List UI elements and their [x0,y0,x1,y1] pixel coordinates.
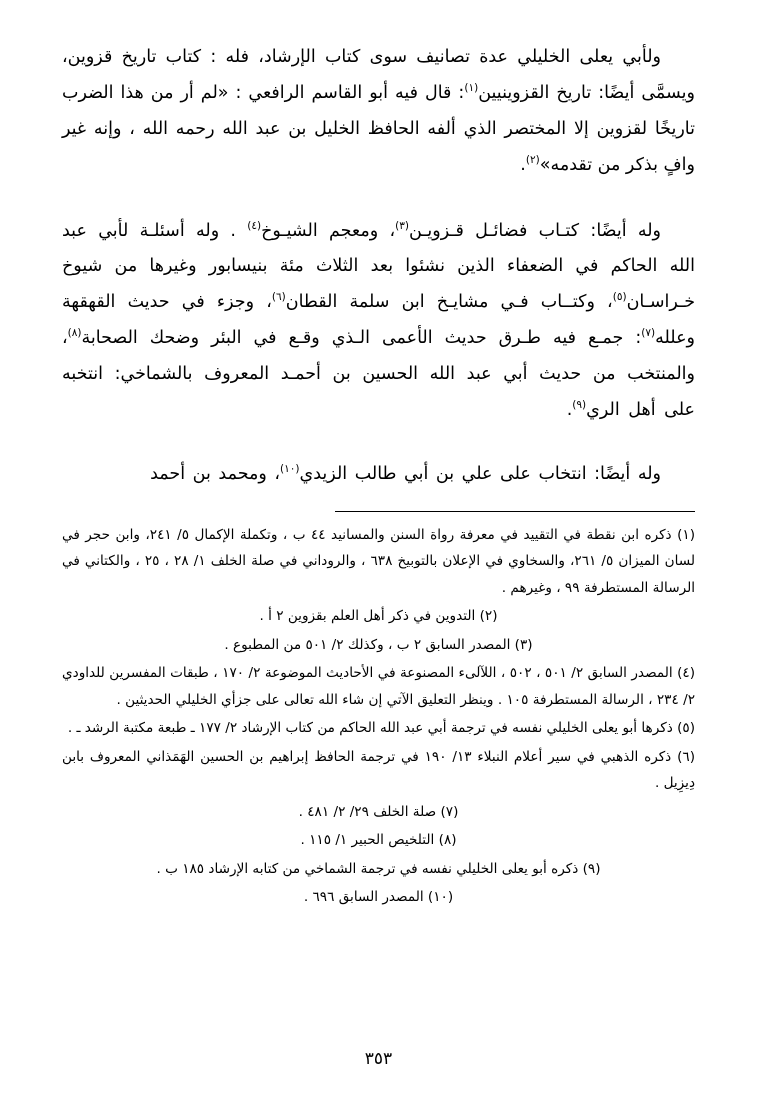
footnote-ref-8: (٨) [67,327,82,340]
paragraph-2-text-c: . وله أسئلـة لأبي عبد الله الحاكم في الضعفاء الذين نشئوا بعد الثلاث مئة بنيسابور وغيرها من شيوخ خـراسـان [62,220,696,313]
paragraph-2-text-h: . [566,399,573,420]
footnote-8: (٨) التلخيص الحبير ١/ ١١٥ . [300,832,457,849]
footnote-6: (٦) ذكره الذهبي في سير أعلام النبلاء ١٣/ ١٩٠ في ترجمة الحافظ إبراهيم بن الحسين الهَمَذاني المعروف بابن دِيزِيل . [62,748,695,792]
paragraph-2-text-e: ، وجزء في حديث القهقهة وعلله [62,292,695,349]
footnote-separator-rule [335,511,695,512]
paragraph-1-text-a: ولأبي يعلى الخليلي عدة تصانيف سوى كتاب الإرشاد، فله : كتاب تاريخ قزوين، ويسمَّى أيضًا: تاريخ القزوينيين [62,47,695,103]
footnote-9: (٩) ذكره أبو يعلى الخليلي نفسه في ترجمة الشماخي من كتابه الإرشاد ١٨٥ ب . [156,860,601,877]
paragraph-1-text-c: . [520,154,526,175]
paragraph-3-text-a: وله أيضًا: انتخاب على علي بن أبي طالب الزيدي [299,463,661,484]
footnote-ref-9: (٩) [572,399,587,412]
paragraph-2-text-f: : جمـع فيه طـرق حديث الأعمى الـذي وقـع في البئر وضحك الصحابة [81,328,642,349]
paragraph-2-text-g: ، والمنتخب من حديث أبي عبد الله الحسين بن أحمـد المعروف بالشماخي: انتخبه على أهل الري [62,328,695,420]
footnote-ref-3: (٣) [395,219,409,232]
page-number: ٣٥٣ [364,1049,393,1069]
footnote-10: (١٠) المصدر السابق ٦٩٦ . [303,889,454,906]
footnote-ref-2: (٢) [525,153,540,166]
footnote-ref-7: (٧) [641,327,656,340]
paragraph-3 [62,457,695,493]
footnote-ref-1: (١) [464,82,479,95]
footnote-ref-5: (٥) [612,291,627,304]
footnote-7: (٧) صلة الخلف ٢٩/ ٢/ ٤٨١ . [298,803,459,820]
footnote-ref-6: (٦) [271,291,286,304]
footnote-5: (٥) ذكرها أبو يعلى الخليلي نفسه في ترجمة أبي عبد الله الحاكم من كتاب الإرشاد ٢/ ١٧٧ ـ طبعة مكتبة الرشد ـ . [67,720,695,737]
paragraph-2 [62,214,695,429]
footnote-ref-10: (١٠) [280,462,300,475]
paragraph-1-text-b: : قال فيه أبو القاسم الرافعي : «لم أر من هذا الضرب تاريخًا لقزوين إلا المختصر الذي ألفه الحافظ الخليل بن عبد الله رحمه الله ، وإنه غير وافٍ بذكر من تقدمه» [62,82,695,175]
paragraph-1 [62,40,695,184]
footnote-ref-4: (٤) [247,219,262,232]
footnote-3: (٣) المصدر السابق ٢ ب ، وكذلك ٢/ ٥٠١ من المطبوع . [224,636,533,653]
paragraph-2-text-d: ، وكتــاب فـي مشايـخ ابن سلمة القطان [285,292,613,313]
body-text-block [62,40,695,493]
paragraph-2-text-b: ، ومعجم الشيـوخ [261,220,396,241]
footnote-1: (١) ذكره ابن نقطة في التقييد في معرفة رواة السنن والمسانيد ٤٤ ب ، وتكملة الإكمال ٥/ ٢٤١، وابن حجر في لسان الميزان ٥/ ٢٦١، والسخاوي في الإعلان بالتوبيخ ٦٣٨ ، والروداني في صلة الخلف ١/ ٢٨ ، ٢٥ ، والكتاني في الرسالة المستطرفة ٩٩ ، وغيرهم . [62,526,696,596]
footnote-2: (٢) التدوين في ذكر أهل العلم بقزوين ٢ أ . [259,608,498,625]
paragraph-3-text-b: ، ومحمد بن أحمد [150,463,281,484]
paragraph-2-text-a: وله أيضًا: كتـاب فضائـل قـزويـن [408,220,661,241]
footnote-4: (٤) المصدر السابق ٢/ ٥٠١ ، ٥٠٢ ، اللآلىء المصنوعة في الأحاديث الموضوعة ٢/ ١٧٠ ، طبقات المفسرين للداودي ٢/ ٢٣٤ ، الرسالة المستطرفة ١٠٥ . وينظر التعليق الآتي إن شاء الله تعالى على جزأي الخليلي الحديثين . [62,665,696,708]
footnotes-block [62,522,695,911]
